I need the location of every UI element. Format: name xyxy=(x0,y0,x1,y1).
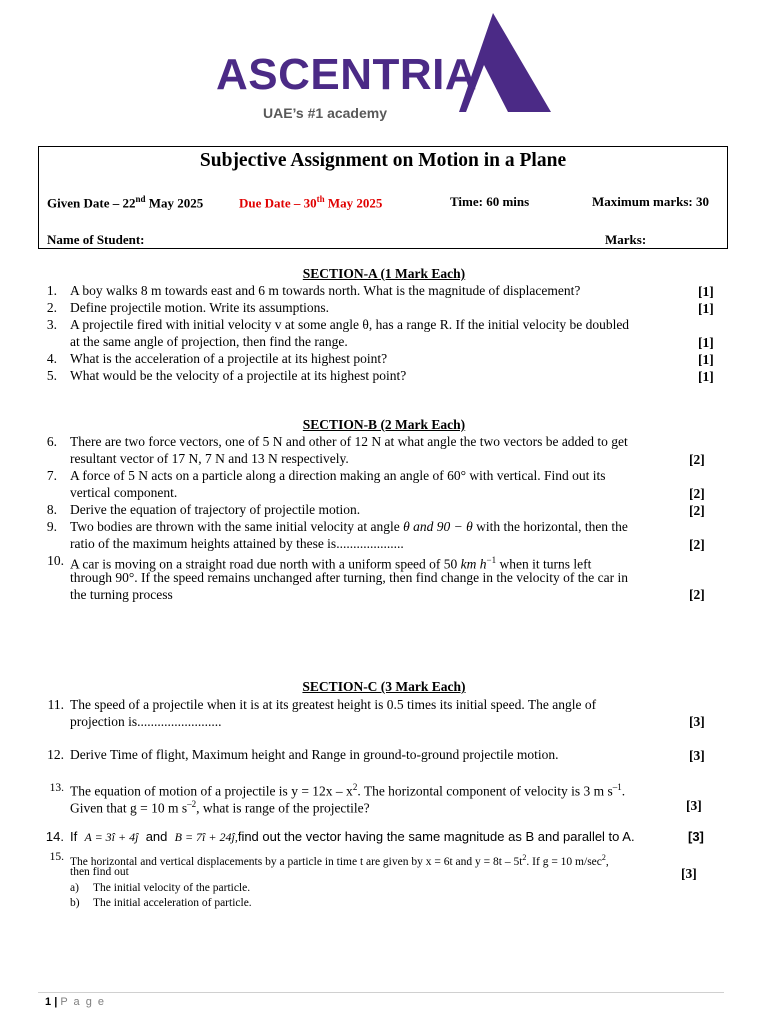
question-marks: [2] xyxy=(689,537,705,552)
question-marks: [1] xyxy=(698,284,714,299)
question-text: There are two force vectors, one of 5 N and other of 12 N at what angle the two vectors be added to get xyxy=(70,434,628,449)
question-marks: [2] xyxy=(689,486,705,501)
question-text-continued: projection is......................... xyxy=(70,714,222,729)
assignment-title: Subjective Assignment on Motion in a Plane xyxy=(199,150,567,171)
section-a-heading: SECTION-A (1 Mark Each) xyxy=(302,266,466,281)
question-text: What is the acceleration of a projectile at its highest point? xyxy=(70,351,388,366)
subpart-text: The initial velocity of the particle. xyxy=(93,882,251,894)
question-marks: [2] xyxy=(689,503,705,518)
time-allowed: Time: 60 mins xyxy=(450,194,530,209)
subpart-label: b) xyxy=(70,897,80,909)
question-marks: [1] xyxy=(698,369,714,384)
question-text-continued: vertical component. xyxy=(70,485,178,500)
ascentria-logo xyxy=(216,10,556,125)
page-number: 1 xyxy=(45,996,52,1008)
question-number: 3. xyxy=(46,317,57,332)
question-number: 8. xyxy=(46,502,57,517)
question-number: 15. xyxy=(49,851,64,863)
question-marks: [1] xyxy=(698,352,714,367)
question-text: The horizontal and vertical displacements by a particle in time t are given by x = 6t and $y = 8t - 5t^2$. If g = 10 $m/\sec^2$, xyxy=(70,853,609,868)
page-footer xyxy=(45,996,106,1008)
due-date: Due Date – 30th May 2025 xyxy=(239,194,383,211)
subpart-text: The initial acceleration of particle. xyxy=(93,897,252,909)
question-text: Two bodies are thrown with the same initial velocity at angle θ and 90 − θ with the horizontal, then the xyxy=(70,519,628,534)
question-number: 14. xyxy=(45,829,64,844)
question-text: The speed of a projectile when it is at its greatest height is 0.5 times its initial speed. The angle of xyxy=(70,697,597,712)
question-number: 10. xyxy=(47,553,64,568)
question-text: What would be the velocity of a projectile at its highest point? xyxy=(70,368,407,383)
question-text-continued: ratio of the maximum heights attained by these is.................... xyxy=(70,536,404,551)
section-c-heading: SECTION-C (3 Mark Each) xyxy=(302,679,466,694)
question-text: A car is moving on a straight road due north with a uniform speed of 50 km $h^{-1}$ when it turns left xyxy=(70,555,592,572)
question-text: The equation of motion of a projectile is $y = 12x - x^2$. The horizontal component of velocity is 3 m $s^{-1}$. xyxy=(70,782,626,799)
question-number: 6. xyxy=(46,434,57,449)
footer-divider xyxy=(38,992,724,993)
question-marks: [3] xyxy=(689,714,705,729)
question-marks: [3] xyxy=(686,798,702,813)
question-number: 7. xyxy=(46,468,57,483)
question-number: 2. xyxy=(46,300,57,315)
question-text: Derive Time of flight, Maximum height and Range in ground-to-ground projectile motion. xyxy=(70,747,559,762)
marks-label: Marks: xyxy=(605,232,647,247)
question-marks: [3] xyxy=(681,866,697,881)
page-label: P a g e xyxy=(60,996,106,1008)
question-number: 4. xyxy=(46,351,57,366)
question-text: A boy walks 8 m towards east and 6 m towards north. What is the magnitude of displacement? xyxy=(70,283,581,298)
subpart-label: a) xyxy=(70,882,79,894)
question-text-continued: through 90°. If the speed remains unchanged after turning, then find change in the velocity of the car in xyxy=(70,570,628,585)
question-text: A force of 5 N acts on a particle along a direction making an angle of 60° with vertical. Find out its xyxy=(70,468,606,483)
question-number: 9. xyxy=(46,519,57,534)
section-b-heading: SECTION-B (2 Mark Each) xyxy=(302,417,466,432)
question-marks: [3] xyxy=(688,829,704,844)
question-text-continued: then find out xyxy=(70,866,129,878)
question-marks: [1] xyxy=(698,301,714,316)
question-marks: [2] xyxy=(689,452,705,467)
question-text: Derive the equation of trajectory of projectile motion. xyxy=(70,502,361,517)
question-number: 1. xyxy=(46,283,57,298)
question-marks: [1] xyxy=(698,335,714,350)
question-text-continued: the turning process xyxy=(70,587,173,602)
question-text-continued: Given that g = 10 m $s^{-2}$, what is range of the projectile? xyxy=(70,799,370,816)
question-number: 12. xyxy=(47,747,64,762)
logo-tagline: UAE’s #1 academy xyxy=(263,105,387,121)
question-text-continued: resultant vector of 17 N, 7 N and 13 N respectively. xyxy=(70,451,349,466)
logo-wordmark: ASCENTRIA xyxy=(216,50,478,99)
assignment-header-box xyxy=(38,146,728,249)
question-marks: [2] xyxy=(689,587,705,602)
question-text: If A = 3î + 4ĵ and B = 7î + 24ĵ,find out the vector having the same magnitude as B and parallel to A. xyxy=(70,829,635,844)
question-number: 13. xyxy=(49,782,64,794)
maximum-marks: Maximum marks: 30 xyxy=(592,194,709,209)
question-number: 11. xyxy=(47,697,64,712)
given-date: Given Date – 22nd May 2025 xyxy=(47,194,204,211)
question-text: A projectile fired with initial velocity v at some angle θ, has a range R. If the initial velocity be doubled xyxy=(70,317,630,332)
question-text: Define projectile motion. Write its assumptions. xyxy=(70,300,330,315)
question-marks: [3] xyxy=(689,748,705,763)
student-name-label: Name of Student: xyxy=(47,232,145,247)
footer-separator: | xyxy=(54,996,58,1008)
question-number: 5. xyxy=(46,368,57,383)
question-text-continued: at the same angle of projection, then find the range. xyxy=(70,334,348,349)
